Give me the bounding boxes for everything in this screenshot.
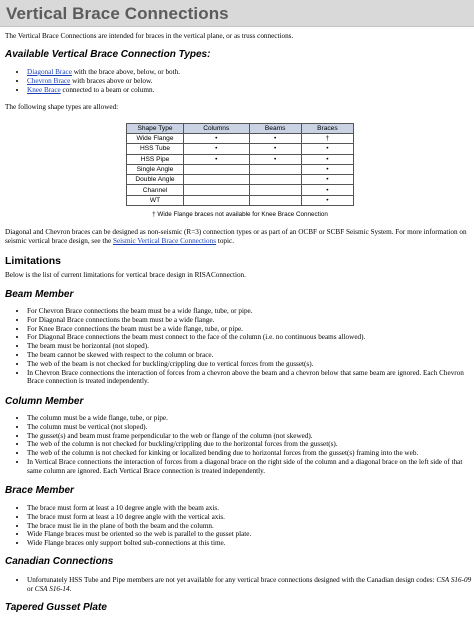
list-item: • The brace must lie in the plane of both the beam and the column.	[27, 522, 474, 531]
shape-name: HSS Tube	[127, 144, 184, 154]
diagonal-brace-link[interactable]: Diagonal Brace	[27, 68, 72, 76]
list-item: • Wide Flange braces must be oriented so the web is parallel to the gusset plate.	[27, 530, 474, 539]
list-item: • The gusset(s) and beam must frame perpendicular to the web or flange of the column (not skewed).	[27, 432, 474, 441]
columns-cell	[184, 185, 250, 195]
available-types-heading: Available Vertical Brace Connection Types:	[5, 49, 211, 60]
knee-brace-link[interactable]: Knee Brace	[27, 85, 61, 94]
list-item: • In Vertical Brace connections the interaction of forces from a diagonal brace on the right side of the column and a diagonal brace on the left side of that same column are ignored. Each Vertical Brace connection is treated independently.	[27, 458, 474, 476]
columns-cell	[184, 164, 250, 174]
list-item: • The beam must be horizontal (not sloped).	[27, 342, 474, 351]
table-row	[127, 195, 354, 205]
table-row	[127, 175, 354, 185]
list-item: • The brace must form at least a 10 degree angle with the beam axis.	[27, 504, 474, 513]
columns-cell	[184, 195, 250, 205]
columns-cell: •	[184, 144, 250, 154]
table-row	[127, 185, 354, 195]
beams-cell	[249, 195, 301, 205]
column-member-list	[17, 414, 474, 476]
shape-name: HSS Pipe	[127, 154, 184, 164]
list-item: • Knee Brace connected to a beam or column.	[27, 86, 474, 95]
shape-name: Channel	[127, 185, 184, 195]
list-item: • The brace must form at least a 10 degree angle with the vertical axis.	[27, 513, 474, 522]
beams-cell: •	[249, 144, 301, 154]
beam-member-heading: Beam Member	[5, 289, 74, 300]
beam-member-list	[17, 307, 474, 386]
header-braces: Braces	[301, 124, 353, 134]
intro-text: The Vertical Brace Connections are intended for braces in the vertical plane, or as truss connections.	[5, 32, 294, 40]
table-row	[127, 144, 354, 154]
list-item: • The web of the beam is not checked for buckling/crippling due to vertical forces from the gusset(s).	[27, 360, 474, 369]
shape-name: Double Angle	[127, 175, 184, 185]
braces-cell: •	[301, 144, 353, 154]
shape-name: Wide Flange	[127, 134, 184, 144]
list-item: • In Chevron Brace connections the interaction of forces from a chevron above the beam and a chevron below that same beam are ignored. Each Chevron Brace connection is treated independently.	[27, 369, 474, 387]
columns-cell: •	[184, 154, 250, 164]
list-item: • The web of the column is not checked for buckling/crippling due to the horizontal forces from the gusset(s).	[27, 440, 474, 449]
title-banner	[0, 0, 474, 27]
table-header-row	[127, 124, 354, 134]
brace-member-heading: Brace Member	[5, 485, 74, 496]
shape-name: Single Angle	[127, 164, 184, 174]
chevron-brace-link[interactable]: Chevron Brace	[27, 76, 71, 85]
tapered-gusset-heading: Tapered Gusset Plate	[5, 602, 107, 613]
columns-cell	[184, 175, 250, 185]
limitations-intro: Below is the list of current limitations for vertical brace design in RISAConnection.	[5, 271, 246, 279]
table-row	[127, 164, 354, 174]
list-item: • The column must be a wide flange, tube, or pipe.	[27, 414, 474, 423]
list-item: • Diagonal Brace with the brace above, below, or both.	[27, 68, 474, 77]
braces-cell: †	[301, 134, 353, 144]
limitations-heading: Limitations	[5, 255, 62, 267]
braces-cell: •	[301, 175, 353, 185]
list-item: • For Diagonal Brace connections the beam must be a wide flange.	[27, 316, 474, 325]
shapes-intro-text: The following shape types are allowed:	[5, 103, 119, 111]
beams-cell	[249, 175, 301, 185]
header-shape-type: Shape Type	[127, 124, 184, 134]
list-item: • The column must be vertical (not sloped).	[27, 423, 474, 432]
beams-cell	[249, 185, 301, 195]
column-member-heading: Column Member	[5, 396, 84, 407]
list-item: • The web of the column is not checked for kinking or localized bending due to horizontal forces from the gusset(s) framing into the web.	[27, 449, 474, 458]
connection-types-list	[17, 68, 474, 94]
braces-cell: •	[301, 185, 353, 195]
braces-cell: •	[301, 154, 353, 164]
page-title: Vertical Brace Connections	[6, 4, 229, 23]
list-item: • Chevron Brace with braces above or below.	[27, 77, 474, 86]
braces-cell: •	[301, 195, 353, 205]
canadian-connections-heading: Canadian Connections	[5, 556, 114, 567]
canadian-connections-list	[17, 576, 474, 594]
list-item: • For Knee Brace connections the beam must be a wide flange, tube, or pipe.	[27, 325, 474, 334]
brace-member-list	[17, 504, 474, 548]
list-item: • For Chevron Brace connections the beam must be a wide flange, tube, or pipe.	[27, 307, 474, 316]
list-item: • Wide Flange braces only support bolted sub-connections at this time.	[27, 539, 474, 548]
list-item: • The beam cannot be skewed with respect to the column or brace.	[27, 351, 474, 360]
list-item: • For Diagonal Brace connections the beam must connect to the face of the column (i.e. no continuous beams allowed).	[27, 333, 474, 342]
table-footnote: † Wide Flange braces not available for Knee Brace Connection	[152, 211, 328, 218]
header-columns: Columns	[184, 124, 250, 134]
braces-cell: •	[301, 164, 353, 174]
beams-cell	[249, 164, 301, 174]
shape-type-table	[126, 123, 354, 206]
header-beams: Beams	[249, 124, 301, 134]
columns-cell: •	[184, 134, 250, 144]
seismic-vertical-brace-link[interactable]: Seismic Vertical Brace Connections	[112, 237, 217, 245]
beams-cell: •	[249, 154, 301, 164]
shape-name: WT	[127, 195, 184, 205]
list-item: • Unfortunately HSS Tube and Pipe members are not yet available for any vertical brace connections designed with the Canadian design codes: CSA S16-09 or CSA S16-14.	[27, 576, 474, 594]
seismic-paragraph: Diagonal and Chevron braces can be designed as non-seismic (R=3) connection types or as part of an OCBF or SCBF Seismic System. For more information on seismic vertical brace design, see the Seismic Vertical Brace Connections topic.	[5, 228, 467, 245]
table-row	[127, 134, 354, 144]
table-row	[127, 154, 354, 164]
beams-cell: •	[249, 134, 301, 144]
